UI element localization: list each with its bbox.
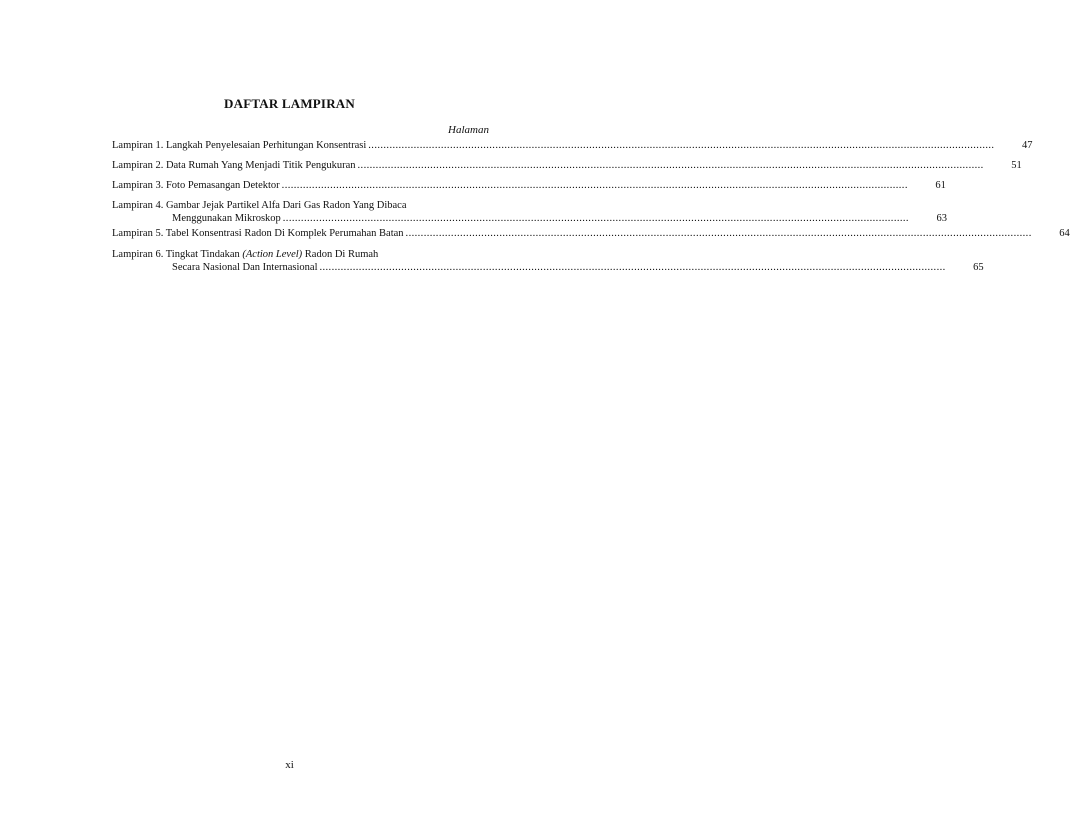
entry-page: 51	[1011, 160, 1022, 171]
entry-title	[112, 248, 378, 261]
list-item-lampiran-1	[112, 139, 1033, 152]
list-item-lampiran-5	[112, 227, 1070, 240]
entry-page: 61	[935, 180, 946, 191]
entry-title-continued: Secara Nasional Dan Internasional	[172, 262, 318, 273]
entry-title: Lampiran 5. Tabel Konsentrasi Radon Di Komplek Perumahan Batan	[112, 228, 404, 239]
entry-page: 63	[936, 213, 947, 224]
entry-page: 47	[1021, 140, 1033, 151]
list-item-lampiran-4	[112, 199, 947, 225]
entry-title: Lampiran 3. Foto Pemasangan Detektor	[112, 180, 280, 191]
entry-title-post: Radon Di Rumah	[302, 249, 379, 260]
page-column-label: Halaman	[448, 124, 489, 136]
dot-leader	[282, 179, 908, 192]
entry-title-pre: Lampiran 6. Tingkat Tindakan	[112, 249, 243, 260]
list-item-lampiran-6	[112, 248, 984, 274]
entry-title: Lampiran 2. Data Rumah Yang Menjadi Titik Pengukuran	[112, 160, 356, 171]
list-item-lampiran-3	[112, 179, 946, 192]
page-number: xi	[285, 759, 294, 771]
entry-page: 64	[1059, 228, 1070, 239]
dot-leader	[406, 227, 1032, 240]
entry-title-continued: Menggunakan Mikroskop	[172, 213, 281, 224]
dot-leader	[283, 212, 909, 225]
entry-title: Lampiran 4. Gambar Jejak Partikel Alfa Dari Gas Radon Yang Dibaca	[112, 200, 407, 211]
entry-page: 65	[973, 262, 984, 273]
list-item-lampiran-2	[112, 159, 1022, 172]
entry-title: Lampiran 1. Langkah Penyelesaian Perhitungan Konsentrasi	[112, 140, 367, 151]
dot-leader	[319, 261, 945, 274]
dot-leader	[358, 159, 984, 172]
dot-leader	[368, 139, 994, 152]
entry-title-italic: (Action Level)	[242, 249, 303, 260]
page-title: DAFTAR LAMPIRAN	[224, 96, 355, 111]
